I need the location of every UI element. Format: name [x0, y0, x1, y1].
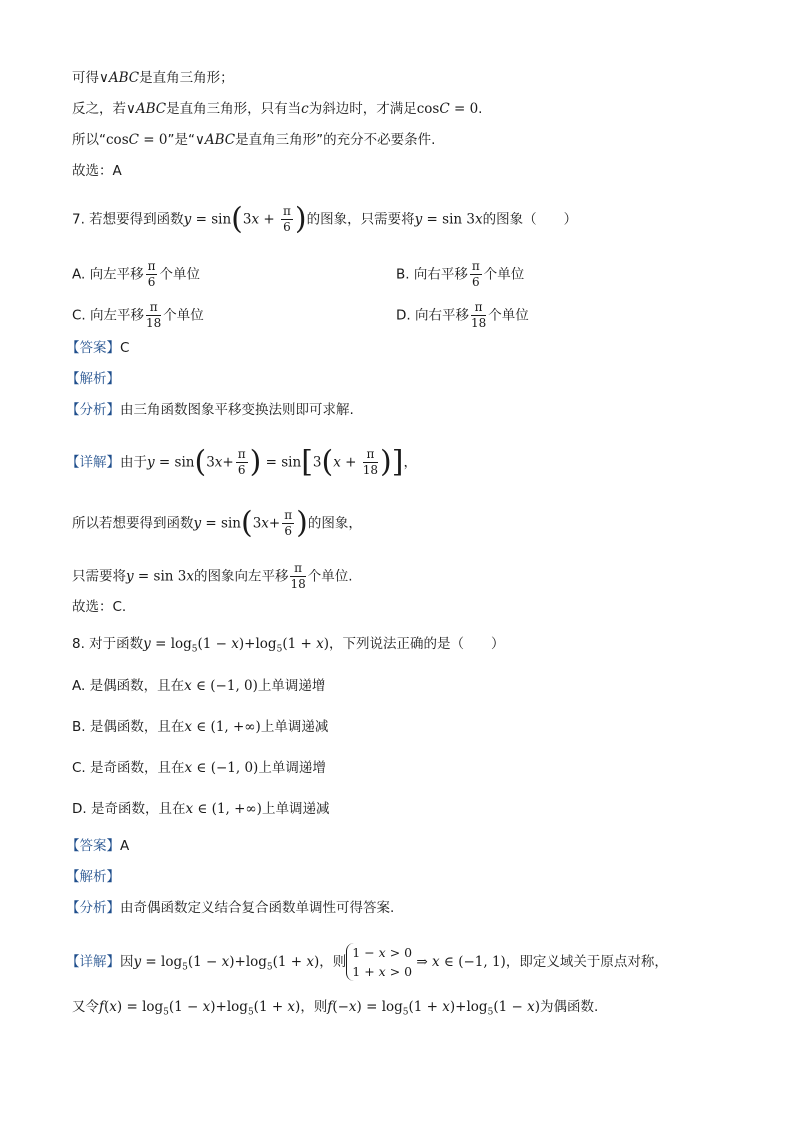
q7-detail-line-3: 只需要将y = sin 3x的图象向左平移 $\frac{\pi}{18}$ 个单位. — [72, 561, 353, 591]
text: ，即定义域关于原点对称， — [505, 954, 668, 970]
q7-fenxi — [66, 400, 354, 420]
text: 的图象（ ） — [482, 211, 578, 228]
text: 所以“ — [72, 132, 106, 148]
text: 【详解】 — [66, 954, 120, 970]
q7-choose: 故选：C. — [72, 599, 127, 615]
q7-stem: 7. 若想要得到函数y = sin(3x + $\frac{\pi}{6}$ )的图象，只需要将y = sin 3x的图象（ ） — [72, 201, 578, 237]
q6-choose: 故选：A — [72, 163, 122, 179]
q8-option-b: B. 是偶函数，且在x ∈ (1, +∞)上单调递减 — [72, 719, 329, 735]
text: A. 向左平移 — [72, 266, 144, 283]
text: D. 是奇函数，且在 — [72, 801, 186, 817]
text: 个单位 — [488, 307, 529, 324]
q7-detail-line-2: 所以若想要得到函数y = sin(3x+ $\frac{\pi}{6}$ )的图象， — [72, 505, 362, 541]
q8-stem: 8. 对于函数$y = \log_5(1 - x)+\log_5(1 + x)$，下列说法正确的是（ ） — [72, 636, 505, 655]
q7-answer — [66, 338, 129, 358]
inequality-system: 1 − x > 0 1 + x > 0 — [346, 943, 412, 981]
answer-tag: 【答案】 — [66, 838, 120, 854]
math-abc: ABC — [108, 70, 140, 86]
text: C. 是奇函数，且在 — [72, 760, 185, 776]
text: 反之，若 — [72, 101, 126, 117]
text: 的图象向左平移 — [193, 568, 289, 585]
text: ，下列说法正确的是（ ） — [328, 636, 505, 652]
text: A. 是偶函数，且在 — [72, 678, 185, 694]
answer-tag: 【答案】 — [66, 340, 120, 356]
q7-option-d: D. 向右平移 $\frac{\pi}{18}$ 个单位 — [396, 300, 529, 330]
text: 8. 对于函数 — [72, 636, 144, 652]
text: 个单位. — [307, 568, 353, 585]
q8-answer — [66, 836, 129, 856]
math-c: c — [301, 101, 309, 117]
text: ，则 — [300, 999, 328, 1015]
text: 的图象，只需要将 — [306, 211, 415, 228]
text: 上单调递减 — [261, 801, 330, 817]
text: C. 向左平移 — [72, 307, 145, 324]
text: 的图象， — [307, 515, 362, 532]
answer-value: A — [120, 838, 130, 854]
text: 是直角三角形”的充分不必要条件. — [235, 132, 436, 148]
text: 【分析】 — [66, 900, 120, 916]
text: 上单调递增 — [257, 678, 326, 694]
text: 上单调递增 — [258, 760, 326, 776]
text: 个单位 — [163, 307, 204, 324]
text: 可得 — [72, 70, 99, 86]
text: 由奇偶函数定义结合复合函数单调性可得答案. — [120, 900, 395, 916]
q7-detail: 【详解】由于y = sin(3x+ $\frac{\pi}{6}$ ) = sin[3(x + $\frac{\pi}{18}$ )]， — [66, 444, 417, 480]
q8-detail: 【详解】因$y = \log_5(1 - x)+\log_5(1 + x)$，则1 − x > 0 1 + x > 0 ⇒ x ∈ (−1, 1)，即定义域关于原点对称， — [66, 945, 668, 979]
triangle-symbol: ∨ — [99, 70, 109, 86]
answer-value: C — [120, 340, 130, 356]
text: 【详解】 — [66, 454, 120, 471]
text: B. 是偶函数，且在 — [72, 719, 185, 735]
text: ， — [403, 454, 417, 471]
q7-option-c: C. 向左平移 $\frac{\pi}{18}$ 个单位 — [72, 300, 204, 330]
text: ”是“ — [167, 132, 195, 148]
text: 7. 若想要得到函数 — [72, 211, 184, 228]
text: 是直角三角形，只有当 — [166, 101, 302, 117]
q8-fenxi — [66, 898, 394, 918]
text: 由三角函数图象平移变换法则即可求解. — [120, 402, 354, 418]
text: 因 — [120, 954, 134, 970]
text: 只需要将 — [72, 568, 126, 585]
text: 由于 — [120, 454, 147, 471]
text: 个单位 — [159, 266, 200, 283]
text: 上单调递减 — [260, 719, 329, 735]
q7-option-a: A. 向左平移 $\frac{\pi}{6}$ 个单位 — [72, 259, 200, 289]
text: 【解析】 — [66, 371, 120, 387]
q8-option-a: A. 是偶函数，且在x ∈ (−1, 0)上单调递增 — [72, 678, 326, 694]
q8-analysis-tag — [66, 867, 120, 887]
text: B. 向右平移 — [396, 266, 468, 283]
text: 是直角三角形； — [139, 70, 234, 86]
q6-line-3: 所以“cosC = 0”是“∨ABC是直角三角形”的充分不必要条件. — [72, 132, 436, 148]
text: 又令 — [72, 999, 99, 1015]
text: 个单位 — [483, 266, 525, 283]
q7-option-b: B. 向右平移 $\frac{\pi}{6}$ 个单位 — [396, 259, 525, 289]
text: 为斜边时，才满足 — [308, 101, 417, 117]
q8-option-d: D. 是奇函数，且在x ∈ (1, +∞)上单调递减 — [72, 801, 330, 817]
text: 【解析】 — [66, 869, 120, 885]
text: 所以若想要得到函数 — [72, 515, 194, 532]
text: D. 向右平移 — [396, 307, 469, 324]
q6-line-1 — [72, 68, 234, 88]
text: 为偶函数. — [539, 999, 599, 1015]
q8-option-c: C. 是奇函数，且在x ∈ (−1, 0)上单调递增 — [72, 760, 326, 776]
q7-analysis-tag — [66, 369, 120, 389]
q8-detail-line-2: 又令$f(x) = \log_5(1 - x)+\log_5(1 + x)$，则$f(-x) = \log_5(1 + x)+\log_5(1 - x)$为偶函数. — [72, 999, 599, 1018]
text: ，则 — [319, 954, 347, 970]
q6-line-2: 反之，若∨ABC是直角三角形，只有当c为斜边时，才满足cosC = 0. — [72, 101, 483, 117]
text: 【分析】 — [66, 402, 120, 418]
